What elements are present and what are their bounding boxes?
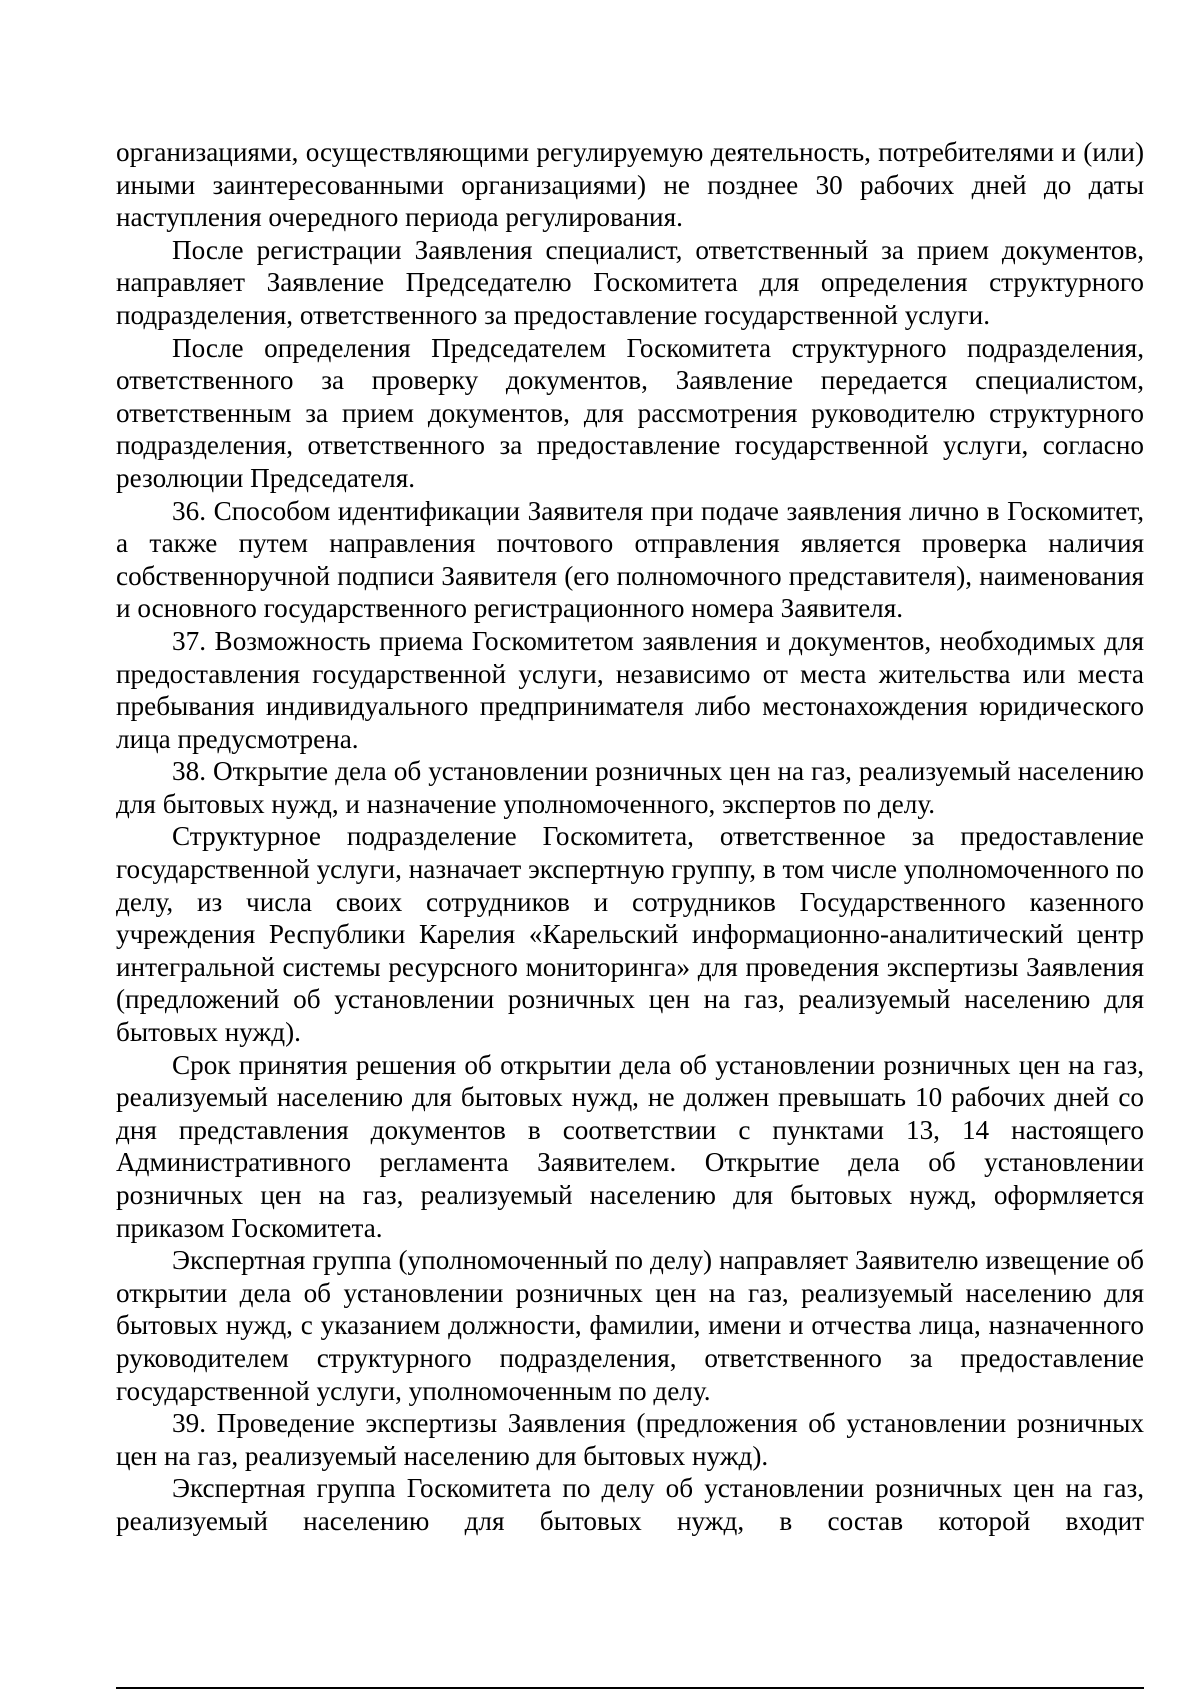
paragraph-clause-38: 38. Открытие дела об установлении розничных цен на газ, реализуемый населению для бытовых нужд, и назначение уполномоченного, экспертов по делу. bbox=[116, 756, 1144, 819]
paragraph-decision-term: Срок принятия решения об открытии дела об установлении розничных цен на газ, реализуемый населению для бытовых нужд, не должен превышать 10 рабочих дней со дня представления документов в соответствии с пунктами 13, 14 настоящего Административного регламента Заявителем. Открытие дела об установлении розничных цен на газ, реализуемый населению для бытовых нужд, оформляется приказом Госкомитета. bbox=[116, 1049, 1144, 1243]
paragraph-continuation: организациями, осуществляющими регулируемую деятельность, потребителями и (или) иными заинтересованными организациями) не позднее 30 рабочих дней до даты наступления очередного периода регулирования. bbox=[116, 137, 1144, 233]
paragraph-clause-36: 36. Способом идентификации Заявителя при подаче заявления лично в Госкомитет, а также путем направления почтового отправления является проверка наличия собственноручной подписи Заявителя (его полномочного представителя), наименования и основного государственного регистрационного номера Заявителя. bbox=[116, 495, 1144, 624]
paragraph-registration: После регистрации Заявления специалист, ответственный за прием документов, направляет Заявление Председателю Госкомитета для определения структурного подразделения, ответственного за предоставление государственной услуги. bbox=[116, 234, 1144, 330]
paragraph-notification: Экспертная группа (уполномоченный по делу) направляет Заявителю извещение об открытии дела об установлении розничных цен на газ, реализуемый населению для бытовых нужд, с указанием должности, фамилии, имени и отчества лица, назначенного руководителем структурного подразделения, ответственного за предоставление государственной услуги, уполномоченным по делу. bbox=[116, 1245, 1144, 1406]
bottom-divider bbox=[116, 1687, 1144, 1689]
paragraph-department-assignment: После определения Председателем Госкомитета структурного подразделения, ответственного за проверку документов, Заявление передается специалистом, ответственным за прием документов, для рассмотрения руководителю структурного подразделения, ответственного за предоставление государственной услуги, согласно резолюции Председателя. bbox=[116, 332, 1144, 493]
paragraph-clause-39: 39. Проведение экспертизы Заявления (предложения об установлении розничных цен на газ, реализуемый населению для бытовых нужд). bbox=[116, 1408, 1144, 1471]
paragraph-expert-group-composition: Экспертная группа Госкомитета по делу об установлении розничных цен на газ, реализуемый населению для бытовых нужд, в состав которой входит bbox=[116, 1473, 1144, 1536]
paragraph-clause-37: 37. Возможность приема Госкомитетом заявления и документов, необходимых для предоставления государственной услуги, независимо от места жительства или места пребывания индивидуального предпринимателя либо местонахождения юридического лица предусмотрена. bbox=[116, 625, 1144, 754]
document-page bbox=[116, 136, 1144, 1538]
paragraph-expert-group: Структурное подразделение Госкомитета, ответственное за предоставление государственной услуги, назначает экспертную группу, в том числе уполномоченного по делу, из числа своих сотрудников и сотрудников Государственного казенного учреждения Республики Карелия «Карельский информационно-аналитический центр интегральной системы ресурсного мониторинга» для проведения экспертизы Заявления (предложений об установлении розничных цен на газ, реализуемый населению для бытовых нужд). bbox=[116, 821, 1144, 1048]
